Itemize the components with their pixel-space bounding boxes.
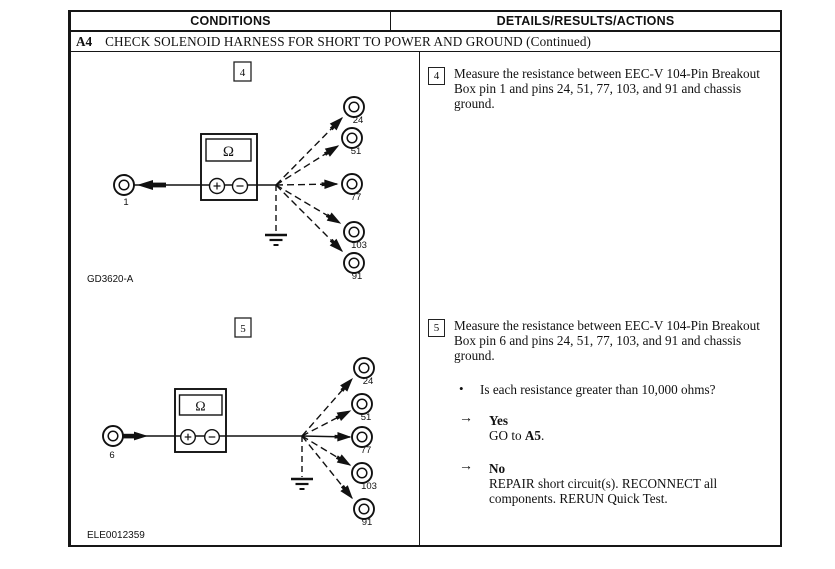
yes-result [489,413,544,443]
diagram-step4 [71,52,419,307]
source-pin-connector [114,175,134,208]
table-content-row [71,52,780,545]
step5-number-box [235,318,251,337]
svg-text:51: 51 [350,146,362,157]
step4-number: 4 [433,69,440,82]
step5-instruction: Measure the resistance between EEC-V 104-Pin Breakout Box pin 6 and pins 24, 51, 77, 103, and 91 and chassis ground. [454,318,760,363]
result-arrow-icon: → [459,411,473,426]
ohmmeter [175,389,226,452]
step5-number: 5 [433,321,440,334]
svg-text:103: 103 [361,481,377,492]
diagram-step5 [71,307,419,551]
test-lead-fan [276,118,342,251]
details-column-header: DETAILS/RESULTS/ACTIONS [496,14,675,28]
ohm-symbol: Ω [222,144,235,160]
step5-number-box [428,319,445,337]
test-title: CHECK SOLENOID HARNESS FOR SHORT TO POWER AND GROUND (Continued) [105,33,592,49]
chassis-ground-icon [265,185,287,245]
figure-caption: GD3620-A [87,274,134,285]
result-arrow-icon: → [459,459,473,474]
svg-text:5: 5 [240,323,246,335]
svg-text:103: 103 [351,240,367,251]
no-action: REPAIR short circuit(s). RECONNECT all components. RERUN Quick Test. [489,476,718,506]
minus-terminal-icon [205,430,220,445]
target-pin-terminals [352,358,377,528]
plus-terminal-icon [181,430,196,445]
test-id: A4 [76,33,93,49]
yes-action: GO to A5. [489,428,545,443]
details-cell [420,52,780,545]
test-title-row [71,32,780,52]
table-header-row [71,12,780,32]
step4-number-box [234,62,251,81]
svg-text:6: 6 [109,450,115,461]
step4-instruction: Measure the resistance between EEC-V 104-Pin Breakout Box pin 1 and pins 24, 51, 77, 103, and 91 and chassis ground. [454,66,760,111]
no-label: No [489,461,506,476]
bullet-icon: • [459,381,464,396]
svg-text:24: 24 [352,115,364,126]
svg-text:77: 77 [350,192,362,203]
ohm-symbol: Ω [195,399,206,415]
svg-text:24: 24 [362,376,374,387]
minus-terminal-icon [233,179,248,194]
plus-terminal-icon [210,179,225,194]
svg-text:4: 4 [239,67,246,79]
step4-number-box [428,67,445,85]
yes-label: Yes [489,413,509,428]
svg-text:1: 1 [123,197,129,208]
figure-caption: ELE0012359 [87,530,145,541]
source-pin-connector [103,426,123,461]
target-pin-terminals [342,97,367,282]
conditions-cell [71,52,420,545]
pinpoint-test-table [68,10,782,547]
svg-text:51: 51 [360,412,372,423]
chassis-ground-icon [291,436,313,489]
svg-text:77: 77 [360,445,372,456]
resistance-question: Is each resistance greater than 10,000 ohms? [480,382,716,397]
probe-arrow-right-icon [123,432,148,441]
no-result [489,461,718,506]
svg-text:91: 91 [351,271,363,282]
ohmmeter [201,134,257,200]
svg-text:91: 91 [361,517,373,528]
probe-arrow-left-icon [137,180,166,190]
conditions-column-header: CONDITIONS [71,12,391,30]
